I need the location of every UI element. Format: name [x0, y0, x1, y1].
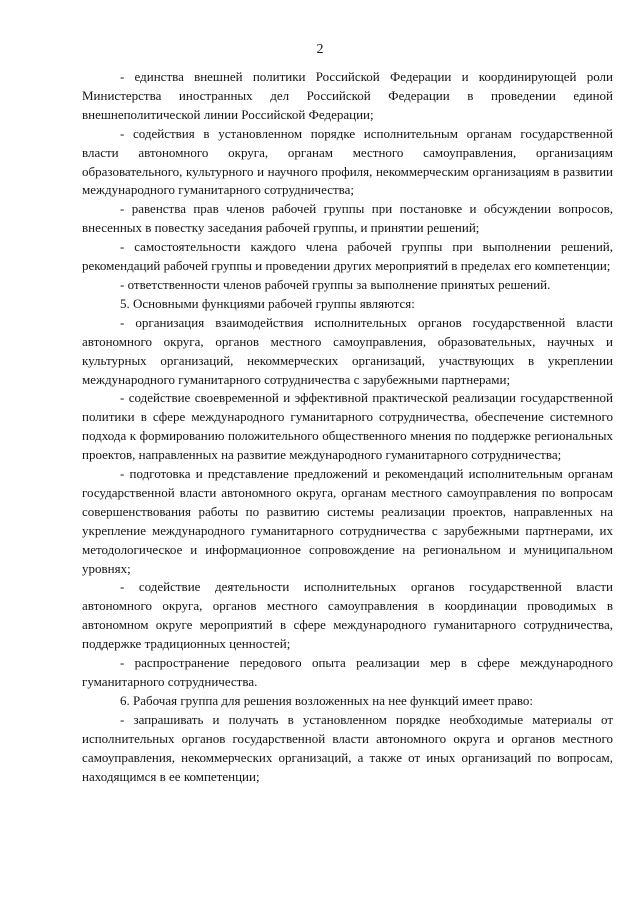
- paragraph-function-coordination: - содействие деятельности исполнительных органов государственной власти автономного округа, органов местного самоуправления в координации проводимых в автономном округе мероприятий в сфере международного гуманитарного сотрудничества, поддержке традиционных ценностей;: [82, 579, 613, 652]
- paragraph-principle-independence: - самостоятельности каждого члена рабочей группы при выполнении решений, рекомендаций рабочей группы и проведении других мероприятий в пределах его компетенции;: [82, 239, 613, 274]
- paragraph-function-dissemination: - распространение передового опыта реализации мер в сфере международного гуманитарного сотрудничества.: [82, 655, 613, 689]
- section-6-heading: 6. Рабочая группа для решения возложенных на нее функций имеет право:: [120, 692, 534, 708]
- paragraph-principle-assistance: - содействия в установленном порядке исполнительным органам государственной власти автономного округа, органам местного самоуправления, организациям образовательного, культурного и научного профиля, некоммерческим организациям в развитии международного гуманитарного сотрудничества;: [82, 125, 613, 198]
- paragraph-right-request-materials: - запрашивать и получать в установленном порядке необходимые материалы от исполнительных органов государственной власти автономного округа и органов местного самоуправления, некоммерческих организаций, а также от иных организаций по вопросам, находящимся в ее компетенции;: [82, 711, 613, 784]
- page-number: 2: [316, 42, 324, 57]
- paragraph-function-interaction: - организация взаимодействия исполнительных органов государственной власти автономного округа, органов местного самоуправления, образовательных, научных и культурных организаций, некоммерческих организаций, участвующих в укреплении международного гуманитарного сотрудничества с зарубежными партнерами;: [82, 314, 613, 387]
- paragraph-principle-responsibility: - ответственности членов рабочей группы за выполнение принятых решений.: [120, 276, 551, 292]
- paragraph-function-proposals: - подготовка и представление предложений и рекомендаций исполнительным органам государственной власти автономного округа, органам местного самоуправления по вопросам совершенствования работы по развитию системы реализации проектов, направленных на укрепление международного гуманитарного сотрудничества с зарубежными партнерами, их методологическое и информационное сопровождение на региональном и муниципальном уровнях;: [82, 466, 613, 576]
- paragraph-principle-foreign-policy-unity: - единства внешней политики Российской Федерации и координирующей роли Министерства иностранных дел Российской Федерации в проведении единой внешнеполитической линии Российской Федерации;: [82, 69, 613, 122]
- document-body: [82, 68, 613, 786]
- paragraph-principle-equality: - равенства прав членов рабочей группы при постановке и обсуждении вопросов, внесенных в повестку заседания рабочей группы, и принятии решений;: [82, 201, 613, 236]
- section-5-heading: 5. Основными функциями рабочей группы являются:: [120, 295, 415, 311]
- paragraph-function-policy-implementation: - содействие своевременной и эффективной практической реализации государственной политики в сфере международного гуманитарного сотрудничества, обеспечение системного подхода к формированию положительного общественного мнения по поддержке региональных проектов, направленных на развитие международного гуманитарного сотрудничества;: [82, 390, 613, 463]
